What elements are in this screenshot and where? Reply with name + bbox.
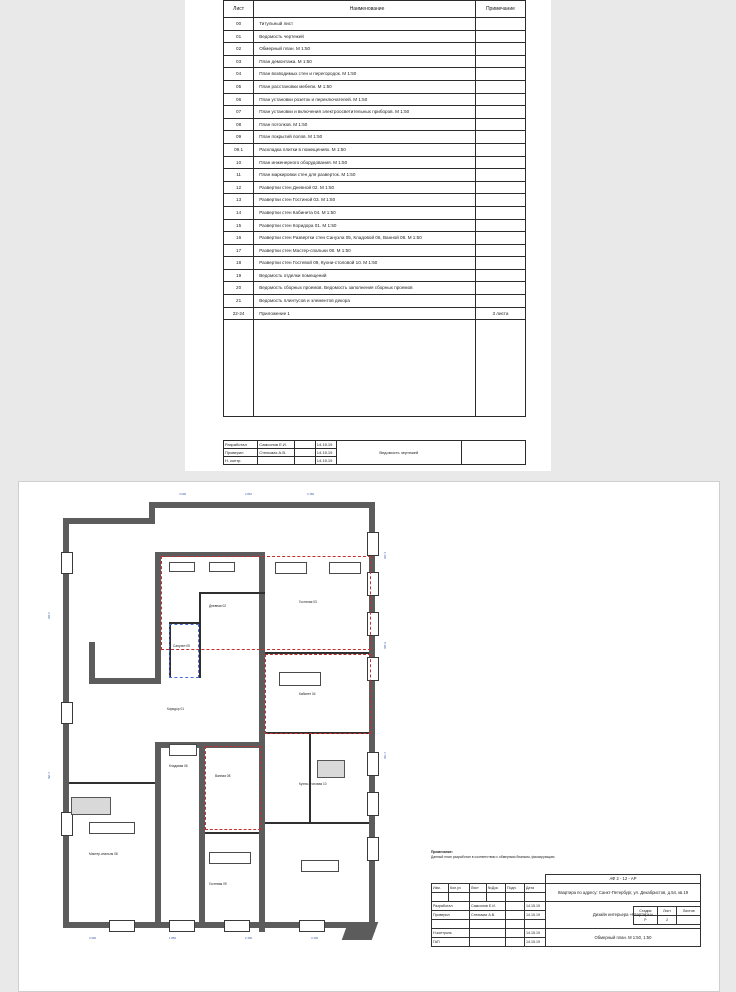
dimension-text: 3 150 — [307, 492, 314, 496]
cell-name: План маркировки стен для разверток. М 1:50 — [254, 169, 476, 182]
wall-exterior-top-left — [63, 518, 153, 524]
stage-value-list: 2 — [657, 916, 677, 925]
col-header-note: Примечание — [475, 1, 525, 18]
table-empty-space — [224, 320, 526, 417]
title-block-address: Квартира по адресу: Санкт-Петербург, ул. Декабристов, д.54, кв.19 — [546, 884, 701, 902]
cell-list: 01 — [224, 30, 254, 43]
floor-plan-drawing — [47, 492, 419, 940]
cell-list: 16 — [224, 232, 254, 245]
table-row — [224, 181, 526, 194]
cell-list: 22-24 — [224, 307, 254, 320]
plan-note-text: Данный план разработан в соответствии с обмерным бланком, фиксирующим — [431, 855, 555, 859]
window-right-6 — [367, 792, 379, 816]
cell-name: План покрытий полов. М 1:50 — [254, 131, 476, 144]
cell-note — [475, 269, 525, 282]
sheet-floor-plan — [18, 481, 720, 992]
title-stamp-sheet1 — [223, 440, 526, 465]
niche-1 — [71, 797, 111, 815]
tb-col-podp: Подп. — [506, 884, 525, 893]
furniture-1 — [169, 562, 195, 572]
cell-note — [475, 295, 525, 308]
tb-role-date: 14.15.19 — [525, 929, 546, 938]
cell-list: 05 — [224, 80, 254, 93]
cell-note — [475, 118, 525, 131]
table-row — [224, 232, 526, 245]
dimension-text: 2 700 — [383, 752, 387, 759]
dimension-text: 2 400 — [245, 936, 252, 940]
tb-col-data: Дата — [525, 884, 546, 893]
demolition-zone-3 — [205, 746, 261, 830]
stamp-date: 14.15.19 — [315, 449, 336, 457]
table-row — [224, 269, 526, 282]
tb-role: ГАП — [432, 938, 470, 947]
table-row — [224, 68, 526, 81]
window-right-1 — [367, 532, 379, 556]
cell-note — [475, 143, 525, 156]
dimension-text: 1 200 — [383, 552, 387, 559]
demolition-zone-2 — [265, 654, 371, 734]
tb-role: Проверил — [432, 911, 470, 920]
col-header-name: Наименование — [254, 1, 476, 18]
furniture-3 — [275, 562, 307, 574]
dimension-text: 1 850 — [169, 936, 176, 940]
furniture-5 — [279, 672, 321, 686]
drawing-register-table — [223, 0, 526, 417]
cell-note — [475, 68, 525, 81]
room-label: Кухня-столовая 10 — [299, 782, 327, 786]
cell-note — [475, 169, 525, 182]
furniture-2 — [209, 562, 235, 572]
wall-interior-4 — [155, 742, 161, 928]
stamp-sign — [294, 441, 315, 449]
cell-note — [475, 257, 525, 270]
cell-name: План установки и включения электроосветительных приборов. М 1:50 — [254, 106, 476, 119]
window-bottom-3 — [224, 920, 250, 932]
title-block-row — [432, 875, 701, 884]
cell-list: 18 — [224, 257, 254, 270]
stamp-name: Стельмах А.В. — [258, 449, 295, 457]
cell-name: План возводимых стен и перегородок. М 1:50 — [254, 68, 476, 81]
cell-list: 14 — [224, 206, 254, 219]
cell-name: План расстановки мебели. М 1:50 — [254, 80, 476, 93]
tb-role-date: 14.15.19 — [525, 902, 546, 911]
cell-note — [475, 219, 525, 232]
table-row — [224, 30, 526, 43]
window-bottom-1 — [109, 920, 135, 932]
cell-note — [475, 131, 525, 144]
table-row — [224, 219, 526, 232]
partition-10 — [205, 832, 259, 834]
window-right-5 — [367, 752, 379, 776]
tb-role: Разработал — [432, 902, 470, 911]
dimension-text: 4 100 — [311, 936, 318, 940]
cell-name: Развертки стен Коридора 01. М 1:50 — [254, 219, 476, 232]
cell-note — [475, 106, 525, 119]
dimension-text: 3 900 — [89, 936, 96, 940]
cell-name: Развертки стен Дневной 02. М 1:50 — [254, 181, 476, 194]
table-row — [224, 307, 526, 320]
tb-role-date: 14.15.19 — [525, 938, 546, 947]
cell-note — [475, 194, 525, 207]
cell-note — [475, 55, 525, 68]
cell-list: 15 — [224, 219, 254, 232]
table-row — [224, 206, 526, 219]
tb-role-name: Самсонов Е.И. — [470, 902, 506, 911]
stamp-role: Разработал — [224, 441, 258, 449]
stamp-role: Н. контр. — [224, 457, 258, 465]
table-row — [224, 55, 526, 68]
table-row — [224, 80, 526, 93]
cell-name: Раскладка плитки в помещениях. М 1:50 — [254, 143, 476, 156]
cell-list: 19 — [224, 269, 254, 282]
stage-value-sheets — [677, 916, 701, 925]
title-block-code: АФ 2 - 12 - АР — [546, 875, 701, 884]
table-row — [224, 118, 526, 131]
stamp-date: 14.15.19 — [315, 441, 336, 449]
partition-9 — [69, 782, 155, 784]
wall-corner-bevel — [342, 922, 379, 940]
cell-name: Обмерный план. М 1:50 — [254, 43, 476, 56]
table-row — [224, 18, 526, 31]
cell-name: Ведомость отделки помещений — [254, 269, 476, 282]
cell-list: 21 — [224, 295, 254, 308]
cell-note — [475, 206, 525, 219]
furniture-6 — [89, 822, 135, 834]
room-label: Дневная 02 — [209, 604, 227, 608]
tb-role: Н.контроль — [432, 929, 470, 938]
stamp-sign — [294, 449, 315, 457]
cell-note — [475, 232, 525, 245]
partition-8 — [309, 732, 311, 822]
title-block-row — [432, 929, 701, 938]
table-row — [224, 244, 526, 257]
window-right-7 — [367, 837, 379, 861]
stage-value-stage: Р — [634, 916, 658, 925]
room-label: Кабинет 04 — [299, 692, 316, 696]
stamp-blank — [461, 441, 525, 465]
title-block-row — [432, 884, 701, 893]
wall-exterior-top — [149, 502, 375, 508]
dimension-text: 2 150 — [47, 772, 51, 779]
table-header-row — [224, 1, 526, 18]
wall-interior-2 — [89, 678, 161, 684]
cell-name: План инженерного оборудования. М 1:50 — [254, 156, 476, 169]
cell-list: 08 — [224, 118, 254, 131]
cell-note — [475, 282, 525, 295]
wall-interior-1 — [89, 642, 95, 682]
tb-role-name — [470, 929, 506, 938]
tb-col-izm: Изм. — [432, 884, 449, 893]
stage-value-row — [634, 916, 701, 925]
stage-header-list: Лист — [657, 907, 677, 916]
tb-col-doc: №Док — [487, 884, 506, 893]
stamp-name — [258, 457, 295, 465]
cell-list: 09.1 — [224, 143, 254, 156]
tb-role-name: Стельмах А.В. — [470, 911, 506, 920]
cell-note — [475, 18, 525, 31]
cell-note — [475, 244, 525, 257]
stamp-role: Проверил — [224, 449, 258, 457]
window-bottom-2 — [169, 920, 195, 932]
window-left-2 — [61, 702, 73, 724]
furniture-4 — [329, 562, 361, 574]
cell-note — [475, 93, 525, 106]
cell-note — [475, 181, 525, 194]
table-row — [224, 43, 526, 56]
plan-note — [431, 850, 554, 860]
cell-name: Развертки стен Мастер-спальни 08. М 1:50 — [254, 244, 476, 257]
table-row — [224, 257, 526, 270]
cell-note — [475, 156, 525, 169]
partition-7 — [265, 822, 369, 824]
window-left-3 — [61, 812, 73, 836]
title-block-project: Дизайн интерьера «Квартиры» — [546, 902, 701, 929]
title-block-drawing: Обмерный план. М 1:50, 1:50 — [546, 929, 701, 947]
furniture-7 — [209, 852, 251, 864]
drawing-register-body — [224, 18, 526, 417]
cell-note — [475, 30, 525, 43]
cell-list: 07 — [224, 106, 254, 119]
room-label: Гостиная 03 — [299, 600, 317, 604]
cell-name: Приложение 1 — [254, 307, 476, 320]
room-label: Коридор 01 — [167, 707, 185, 711]
table-row — [224, 156, 526, 169]
stamp-name: Самсонов Е.И. — [258, 441, 295, 449]
cell-list: 06 — [224, 93, 254, 106]
cell-list: 00 — [224, 18, 254, 31]
stage-header-stage: Стадия — [634, 907, 658, 916]
window-left-1 — [61, 552, 73, 574]
window-bottom-4 — [299, 920, 325, 932]
stamp-title: Ведомость чертежей — [336, 441, 461, 465]
table-row — [224, 131, 526, 144]
cell-list: 02 — [224, 43, 254, 56]
cell-name: План потолков. М 1:50 — [254, 118, 476, 131]
cell-name: Развертки стен Гостиной 03. М 1:50 — [254, 194, 476, 207]
furniture-8 — [301, 860, 339, 872]
room-label: Ванная 08 — [215, 774, 231, 778]
stage-header-sheets: Листов — [677, 907, 701, 916]
tb-col-list: Лист — [470, 884, 487, 893]
table-row — [224, 194, 526, 207]
cell-list: 17 — [224, 244, 254, 257]
dimension-text: 2 810 — [245, 492, 252, 496]
cell-name: Развертки стен Развертки стен Санузла 05, Кладовой 06, Ванной 08. М 1:50 — [254, 232, 476, 245]
table-row — [224, 93, 526, 106]
stamp-row — [224, 441, 526, 449]
cell-list: 11 — [224, 169, 254, 182]
dimension-text: 3 300 — [47, 612, 51, 619]
furniture-9 — [169, 744, 197, 756]
plan-note-title: Примечание: — [431, 850, 453, 854]
measure-zone-1 — [169, 624, 199, 678]
cell-list: 03 — [224, 55, 254, 68]
stage-header-row — [634, 907, 701, 916]
room-label: Кладовая 06 — [169, 764, 188, 768]
table-row — [224, 106, 526, 119]
cell-name: Ведомость сборных проемов. Ведомость заполнения сборных проемов — [254, 282, 476, 295]
stamp-sign — [294, 457, 315, 465]
table-row — [224, 295, 526, 308]
cell-note — [475, 80, 525, 93]
cell-list: 13 — [224, 194, 254, 207]
table-row — [224, 143, 526, 156]
cell-list: 10 — [224, 156, 254, 169]
cell-list: 12 — [224, 181, 254, 194]
cell-list: 09 — [224, 131, 254, 144]
dimension-text: 5 400 — [383, 642, 387, 649]
col-header-list: Лист — [224, 1, 254, 18]
cell-name: Ведомость чертежей — [254, 30, 476, 43]
table-row — [224, 282, 526, 295]
cell-name: Развертки стен Гостевой 09, Кухни-столовой 10. М 1:50 — [254, 257, 476, 270]
cell-name: Ведомость плинтусов и элементов декора — [254, 295, 476, 308]
cell-name: Титульный лист — [254, 18, 476, 31]
cell-note: 3 листа — [475, 307, 525, 320]
sheet-drawing-register — [185, 0, 551, 471]
room-label: Гостевая 09 — [209, 882, 227, 886]
cell-note — [475, 43, 525, 56]
stage-block — [633, 906, 701, 925]
table-row — [224, 169, 526, 182]
cell-list: 20 — [224, 282, 254, 295]
room-label: Санузел 05 — [173, 644, 190, 648]
niche-2 — [317, 760, 345, 778]
cell-name: Развертки стен Кабинета 04. М 1:50 — [254, 206, 476, 219]
room-label: Мастер-спальня 08 — [89, 852, 118, 856]
cell-name: План демонтажа. М 1:50 — [254, 55, 476, 68]
tb-role-name — [470, 938, 506, 947]
dimension-text: 4 600 — [179, 492, 186, 496]
cell-list: 04 — [224, 68, 254, 81]
tb-col-koluch: Кол.уч — [449, 884, 470, 893]
tb-role-date: 14.15.19 — [525, 911, 546, 920]
cell-name: План установки розеток и переключателей. М 1:50 — [254, 93, 476, 106]
stamp-date: 14.15.19 — [315, 457, 336, 465]
